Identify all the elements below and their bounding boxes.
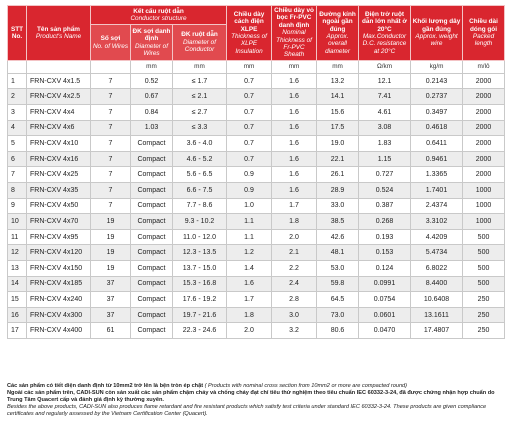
table-cell: 61 (91, 323, 131, 339)
unit-cell (8, 60, 27, 73)
table-cell: 0.0470 (359, 323, 411, 339)
table-cell: 1000 (463, 198, 505, 214)
table-cell: 7 (91, 89, 131, 105)
table-cell: 0.7 (227, 151, 272, 167)
table-row (8, 198, 505, 214)
table-cell: 37 (91, 307, 131, 323)
table-row (8, 151, 505, 167)
spec-table-body (8, 60, 505, 338)
table-cell: 500 (463, 229, 505, 245)
cable-spec-table (7, 5, 505, 339)
table-cell: 1.6 (272, 89, 317, 105)
table-cell: 250 (463, 292, 505, 308)
table-cell: 2.4374 (411, 198, 463, 214)
table-cell: 6.6 - 7.5 (173, 183, 227, 199)
table-cell: 2.2 (272, 260, 317, 276)
header-wires: Số sợi No. of Wires (91, 25, 131, 60)
table-cell: 2 (8, 89, 27, 105)
header-wire-diameter: ĐK sợi danh định Diameter of Wires (131, 25, 173, 60)
table-cell: 7 (91, 73, 131, 89)
table-cell: 19 (91, 229, 131, 245)
table-cell: 7.7 - 8.6 (173, 198, 227, 214)
table-cell: ≤ 2.7 (173, 105, 227, 121)
table-cell: 13.2 (317, 73, 359, 89)
table-cell: 17 (8, 323, 27, 339)
table-cell: 10.6408 (411, 292, 463, 308)
table-cell: 250 (463, 307, 505, 323)
table-cell: 2.4 (272, 276, 317, 292)
table-cell: ≤ 3.3 (173, 120, 227, 136)
table-cell: 5.4734 (411, 245, 463, 261)
table-row (8, 120, 505, 136)
table-cell: 17.5 (317, 120, 359, 136)
table-cell: Compact (131, 183, 173, 199)
table-row (8, 260, 505, 276)
table-cell: Compact (131, 292, 173, 308)
table-cell: 0.124 (359, 260, 411, 276)
table-cell: 2000 (463, 136, 505, 152)
table-cell: 13.7 - 15.0 (173, 260, 227, 276)
table-cell: 1.03 (131, 120, 173, 136)
table-cell: 1000 (463, 183, 505, 199)
table-cell: 1.1 (227, 229, 272, 245)
table-cell: 0.2143 (411, 73, 463, 89)
table-cell: 13 (8, 260, 27, 276)
header-xlpe-thickness: Chiều dày cách điện XLPE Thickness of XLPE Insulation (227, 6, 272, 61)
table-cell: 0.84 (131, 105, 173, 121)
table-row (8, 307, 505, 323)
table-cell: 8.4400 (411, 276, 463, 292)
table-cell: 500 (463, 276, 505, 292)
table-cell: 0.7 (227, 136, 272, 152)
table-cell: 4 (8, 120, 27, 136)
table-cell: 2000 (463, 167, 505, 183)
header-sheath-thickness: Chiều dày vỏ bọc Fr-PVC danh định Nominal Thickness of Fr-PVC Sheath (272, 6, 317, 61)
table-cell: 0.0991 (359, 276, 411, 292)
table-cell: ≤ 1.7 (173, 73, 227, 89)
table-cell: 2000 (463, 105, 505, 121)
product-name-cell: FRN-CXV 4x1.5 (27, 73, 91, 89)
header-product-name: Tên sản phẩm Product's Name (27, 6, 91, 61)
table-cell: 1.6 (272, 73, 317, 89)
product-name-cell: FRN-CXV 4x95 (27, 229, 91, 245)
units-row (8, 60, 505, 73)
table-cell: 500 (463, 245, 505, 261)
table-cell: 3 (8, 105, 27, 121)
table-cell: 6.8022 (411, 260, 463, 276)
table-cell: 19.7 - 21.6 (173, 307, 227, 323)
note-fire-products-en: Besides the above products, CADI-SUN also produces flame retardant and fire resistant products which satisfy test criteria under standard IEC 60332-3-24. These products are given compliance certificates and regularly assessed by the Vietnam Certification Center (Quacert). (7, 404, 487, 418)
table-cell: 7.41 (359, 89, 411, 105)
table-cell: 0.67 (131, 89, 173, 105)
table-row (8, 136, 505, 152)
table-cell: 1 (8, 73, 27, 89)
header-packed-length: Chiều dài dóng gói Packed length (463, 6, 505, 61)
table-cell: 15 (8, 292, 27, 308)
unit-cell (91, 60, 131, 73)
table-cell: 26.1 (317, 167, 359, 183)
table-cell: 6 (8, 151, 27, 167)
table-cell: 14.1 (317, 89, 359, 105)
table-cell: Compact (131, 245, 173, 261)
table-cell: 2.8 (272, 292, 317, 308)
note-fire-products-vi: Ngoài các sản phẩm trên, CADI-SUN còn sản xuất các sản phẩm chậm cháy và chống cháy đạt chỉ tiêu thử nghiệm theo tiêu chuẩn IEC 60332-3-24, đã được chứng nhận hợp chuẩn do Trung Tâm Quacert cấp và đánh giá định kỳ thường xuyên. (7, 390, 495, 404)
product-name-cell: FRN-CXV 4x16 (27, 151, 91, 167)
table-cell: 0.7 (227, 73, 272, 89)
table-cell: 1.6 (272, 167, 317, 183)
table-cell: 3.2 (272, 323, 317, 339)
table-cell: 64.5 (317, 292, 359, 308)
table-row (8, 105, 505, 121)
product-name-cell: FRN-CXV 4x300 (27, 307, 91, 323)
header-conductor-structure: Kết cấu ruột dẫn Conductor structure (91, 6, 227, 25)
table-cell: 0.524 (359, 183, 411, 199)
table-cell: 17.6 - 19.2 (173, 292, 227, 308)
table-row (8, 292, 505, 308)
table-cell: 3.08 (359, 120, 411, 136)
product-name-cell: FRN-CXV 4x10 (27, 136, 91, 152)
table-cell: 1.6 (272, 183, 317, 199)
table-cell: 1.8 (227, 307, 272, 323)
table-cell: 3.0 (272, 307, 317, 323)
header-overall-diameter: Đường kính ngoài gần đúng Approx. overall diameter (317, 6, 359, 61)
table-cell: 0.4618 (411, 120, 463, 136)
table-cell: 9 (8, 198, 27, 214)
table-cell: 59.8 (317, 276, 359, 292)
product-name-cell: FRN-CXV 4x25 (27, 167, 91, 183)
table-cell: 1.4 (227, 260, 272, 276)
table-cell: 12.3 - 13.5 (173, 245, 227, 261)
table-cell: 0.153 (359, 245, 411, 261)
table-cell: 1000 (463, 214, 505, 230)
table-cell: 38.5 (317, 214, 359, 230)
table-cell: 9.3 - 10.2 (173, 214, 227, 230)
table-cell: 22.1 (317, 151, 359, 167)
table-cell: 0.0754 (359, 292, 411, 308)
table-cell: 28.9 (317, 183, 359, 199)
product-name-cell: FRN-CXV 4x150 (27, 260, 91, 276)
table-cell: 1.6 (227, 276, 272, 292)
table-cell: 500 (463, 260, 505, 276)
table-cell: Compact (131, 323, 173, 339)
table-cell: 1.83 (359, 136, 411, 152)
table-cell: 1.3365 (411, 167, 463, 183)
table-cell: 19.0 (317, 136, 359, 152)
table-cell: 10 (8, 214, 27, 230)
table-cell: 7 (91, 167, 131, 183)
table-cell: 0.9461 (411, 151, 463, 167)
table-cell: 14 (8, 276, 27, 292)
table-cell: 5.6 - 6.5 (173, 167, 227, 183)
table-cell: Compact (131, 167, 173, 183)
table-cell: 2.0 (227, 323, 272, 339)
unit-cell: mm (227, 60, 272, 73)
table-cell: 250 (463, 323, 505, 339)
table-cell: 8 (8, 183, 27, 199)
table-cell: 7 (91, 136, 131, 152)
table-row (8, 89, 505, 105)
product-name-cell: FRN-CXV 4x2.5 (27, 89, 91, 105)
table-cell: 2000 (463, 73, 505, 89)
table-cell: 7 (8, 167, 27, 183)
table-cell: 7 (91, 183, 131, 199)
note-compacted: Các sản phẩm có tiết diện danh định từ 10mm2 trở lên là bện tròn ép chặt ( Products with nominal cross section from 10mm2 or more are compacted round) (7, 383, 408, 389)
table-cell: Compact (131, 214, 173, 230)
table-cell: 0.387 (359, 198, 411, 214)
table-cell: 0.9 (227, 167, 272, 183)
unit-cell: mm (131, 60, 173, 73)
table-cell: 2000 (463, 89, 505, 105)
table-cell: 1.6 (272, 151, 317, 167)
product-name-cell: FRN-CXV 4x70 (27, 214, 91, 230)
product-name-cell: FRN-CXV 4x6 (27, 120, 91, 136)
header-resistance: Điện trở ruột dẫn lớn nhất ở 20°C Max.Conductor D.C. resistance at 20°C (359, 6, 411, 61)
table-cell: 1.7 (272, 198, 317, 214)
table-cell: 7 (91, 105, 131, 121)
table-row (8, 245, 505, 261)
unit-cell (27, 60, 91, 73)
table-row (8, 323, 505, 339)
table-cell: 19 (91, 260, 131, 276)
table-cell: 48.1 (317, 245, 359, 261)
table-row (8, 229, 505, 245)
table-cell: 80.6 (317, 323, 359, 339)
table-cell: Compact (131, 260, 173, 276)
product-name-cell: FRN-CXV 4x50 (27, 198, 91, 214)
table-cell: 3.3102 (411, 214, 463, 230)
table-cell: 15.6 (317, 105, 359, 121)
table-cell: 16 (8, 307, 27, 323)
product-name-cell: FRN-CXV 4x400 (27, 323, 91, 339)
header-row-main (8, 6, 505, 25)
table-cell: Compact (131, 307, 173, 323)
table-cell: 17.4807 (411, 323, 463, 339)
unit-cell: mm (173, 60, 227, 73)
unit-cell: mm (272, 60, 317, 73)
table-cell: 0.6411 (411, 136, 463, 152)
table-cell: 4.4209 (411, 229, 463, 245)
table-cell: ≤ 2.1 (173, 89, 227, 105)
table-row (8, 276, 505, 292)
table-cell: 1.1 (227, 214, 272, 230)
table-cell: 0.0601 (359, 307, 411, 323)
table-cell: 73.0 (317, 307, 359, 323)
table-cell: 11 (8, 229, 27, 245)
header-conductor-diameter: ĐK ruột dẫn Diameter of Conductor (173, 25, 227, 60)
table-cell: 42.6 (317, 229, 359, 245)
table-cell: 53.0 (317, 260, 359, 276)
table-cell: 0.2737 (411, 89, 463, 105)
table-cell: 4.61 (359, 105, 411, 121)
unit-cell: kg/m (411, 60, 463, 73)
table-cell: 0.193 (359, 229, 411, 245)
product-name-cell: FRN-CXV 4x240 (27, 292, 91, 308)
table-cell: 1.6 (272, 136, 317, 152)
product-name-cell: FRN-CXV 4x4 (27, 105, 91, 121)
table-cell: 7 (91, 151, 131, 167)
product-name-cell: FRN-CXV 4x35 (27, 183, 91, 199)
table-cell: 7 (91, 120, 131, 136)
table-cell: 2.1 (272, 245, 317, 261)
table-cell: 7 (91, 198, 131, 214)
table-row (8, 167, 505, 183)
table-cell: 13.1611 (411, 307, 463, 323)
unit-cell: mm (317, 60, 359, 73)
table-cell: 12.1 (359, 73, 411, 89)
table-cell: 0.7 (227, 89, 272, 105)
table-cell: Compact (131, 198, 173, 214)
table-cell: 11.0 - 12.0 (173, 229, 227, 245)
table-cell: Compact (131, 151, 173, 167)
table-cell: 0.3497 (411, 105, 463, 121)
spec-table-wrapper (7, 5, 504, 339)
table-row (8, 73, 505, 89)
table-cell: 37 (91, 276, 131, 292)
table-cell: Compact (131, 229, 173, 245)
table-cell: 22.3 - 24.6 (173, 323, 227, 339)
table-cell: 1.15 (359, 151, 411, 167)
table-cell: 5 (8, 136, 27, 152)
table-cell: 15.3 - 16.8 (173, 276, 227, 292)
table-cell: 0.7 (227, 120, 272, 136)
table-cell: 1.0 (227, 198, 272, 214)
table-cell: 2.0 (272, 229, 317, 245)
product-name-cell: FRN-CXV 4x120 (27, 245, 91, 261)
product-name-cell: FRN-CXV 4x185 (27, 276, 91, 292)
table-cell: 2000 (463, 120, 505, 136)
table-cell: 0.7 (227, 105, 272, 121)
table-cell: 1.8 (272, 214, 317, 230)
table-cell: 1.7401 (411, 183, 463, 199)
unit-cell: Ω/km (359, 60, 411, 73)
header-stt: STT No. (8, 6, 27, 61)
table-cell: 0.727 (359, 167, 411, 183)
table-cell: Compact (131, 276, 173, 292)
table-row (8, 214, 505, 230)
table-cell: 12 (8, 245, 27, 261)
table-cell: 0.52 (131, 73, 173, 89)
table-cell: Compact (131, 136, 173, 152)
table-cell: 1.2 (227, 245, 272, 261)
header-weight: Khối lượng dây gần đúng Approx. weight wire (411, 6, 463, 61)
table-cell: 4.6 - 5.2 (173, 151, 227, 167)
table-cell: 1.6 (272, 105, 317, 121)
unit-cell: m/lô (463, 60, 505, 73)
table-cell: 19 (91, 214, 131, 230)
table-cell: 3.6 - 4.0 (173, 136, 227, 152)
table-cell: 19 (91, 245, 131, 261)
table-cell: 0.9 (227, 183, 272, 199)
table-cell: 1.7 (227, 292, 272, 308)
footnotes (7, 383, 504, 418)
table-cell: 1.6 (272, 120, 317, 136)
table-row (8, 183, 505, 199)
table-cell: 37 (91, 292, 131, 308)
table-cell: 2000 (463, 151, 505, 167)
table-cell: 0.268 (359, 214, 411, 230)
table-cell: 33.0 (317, 198, 359, 214)
